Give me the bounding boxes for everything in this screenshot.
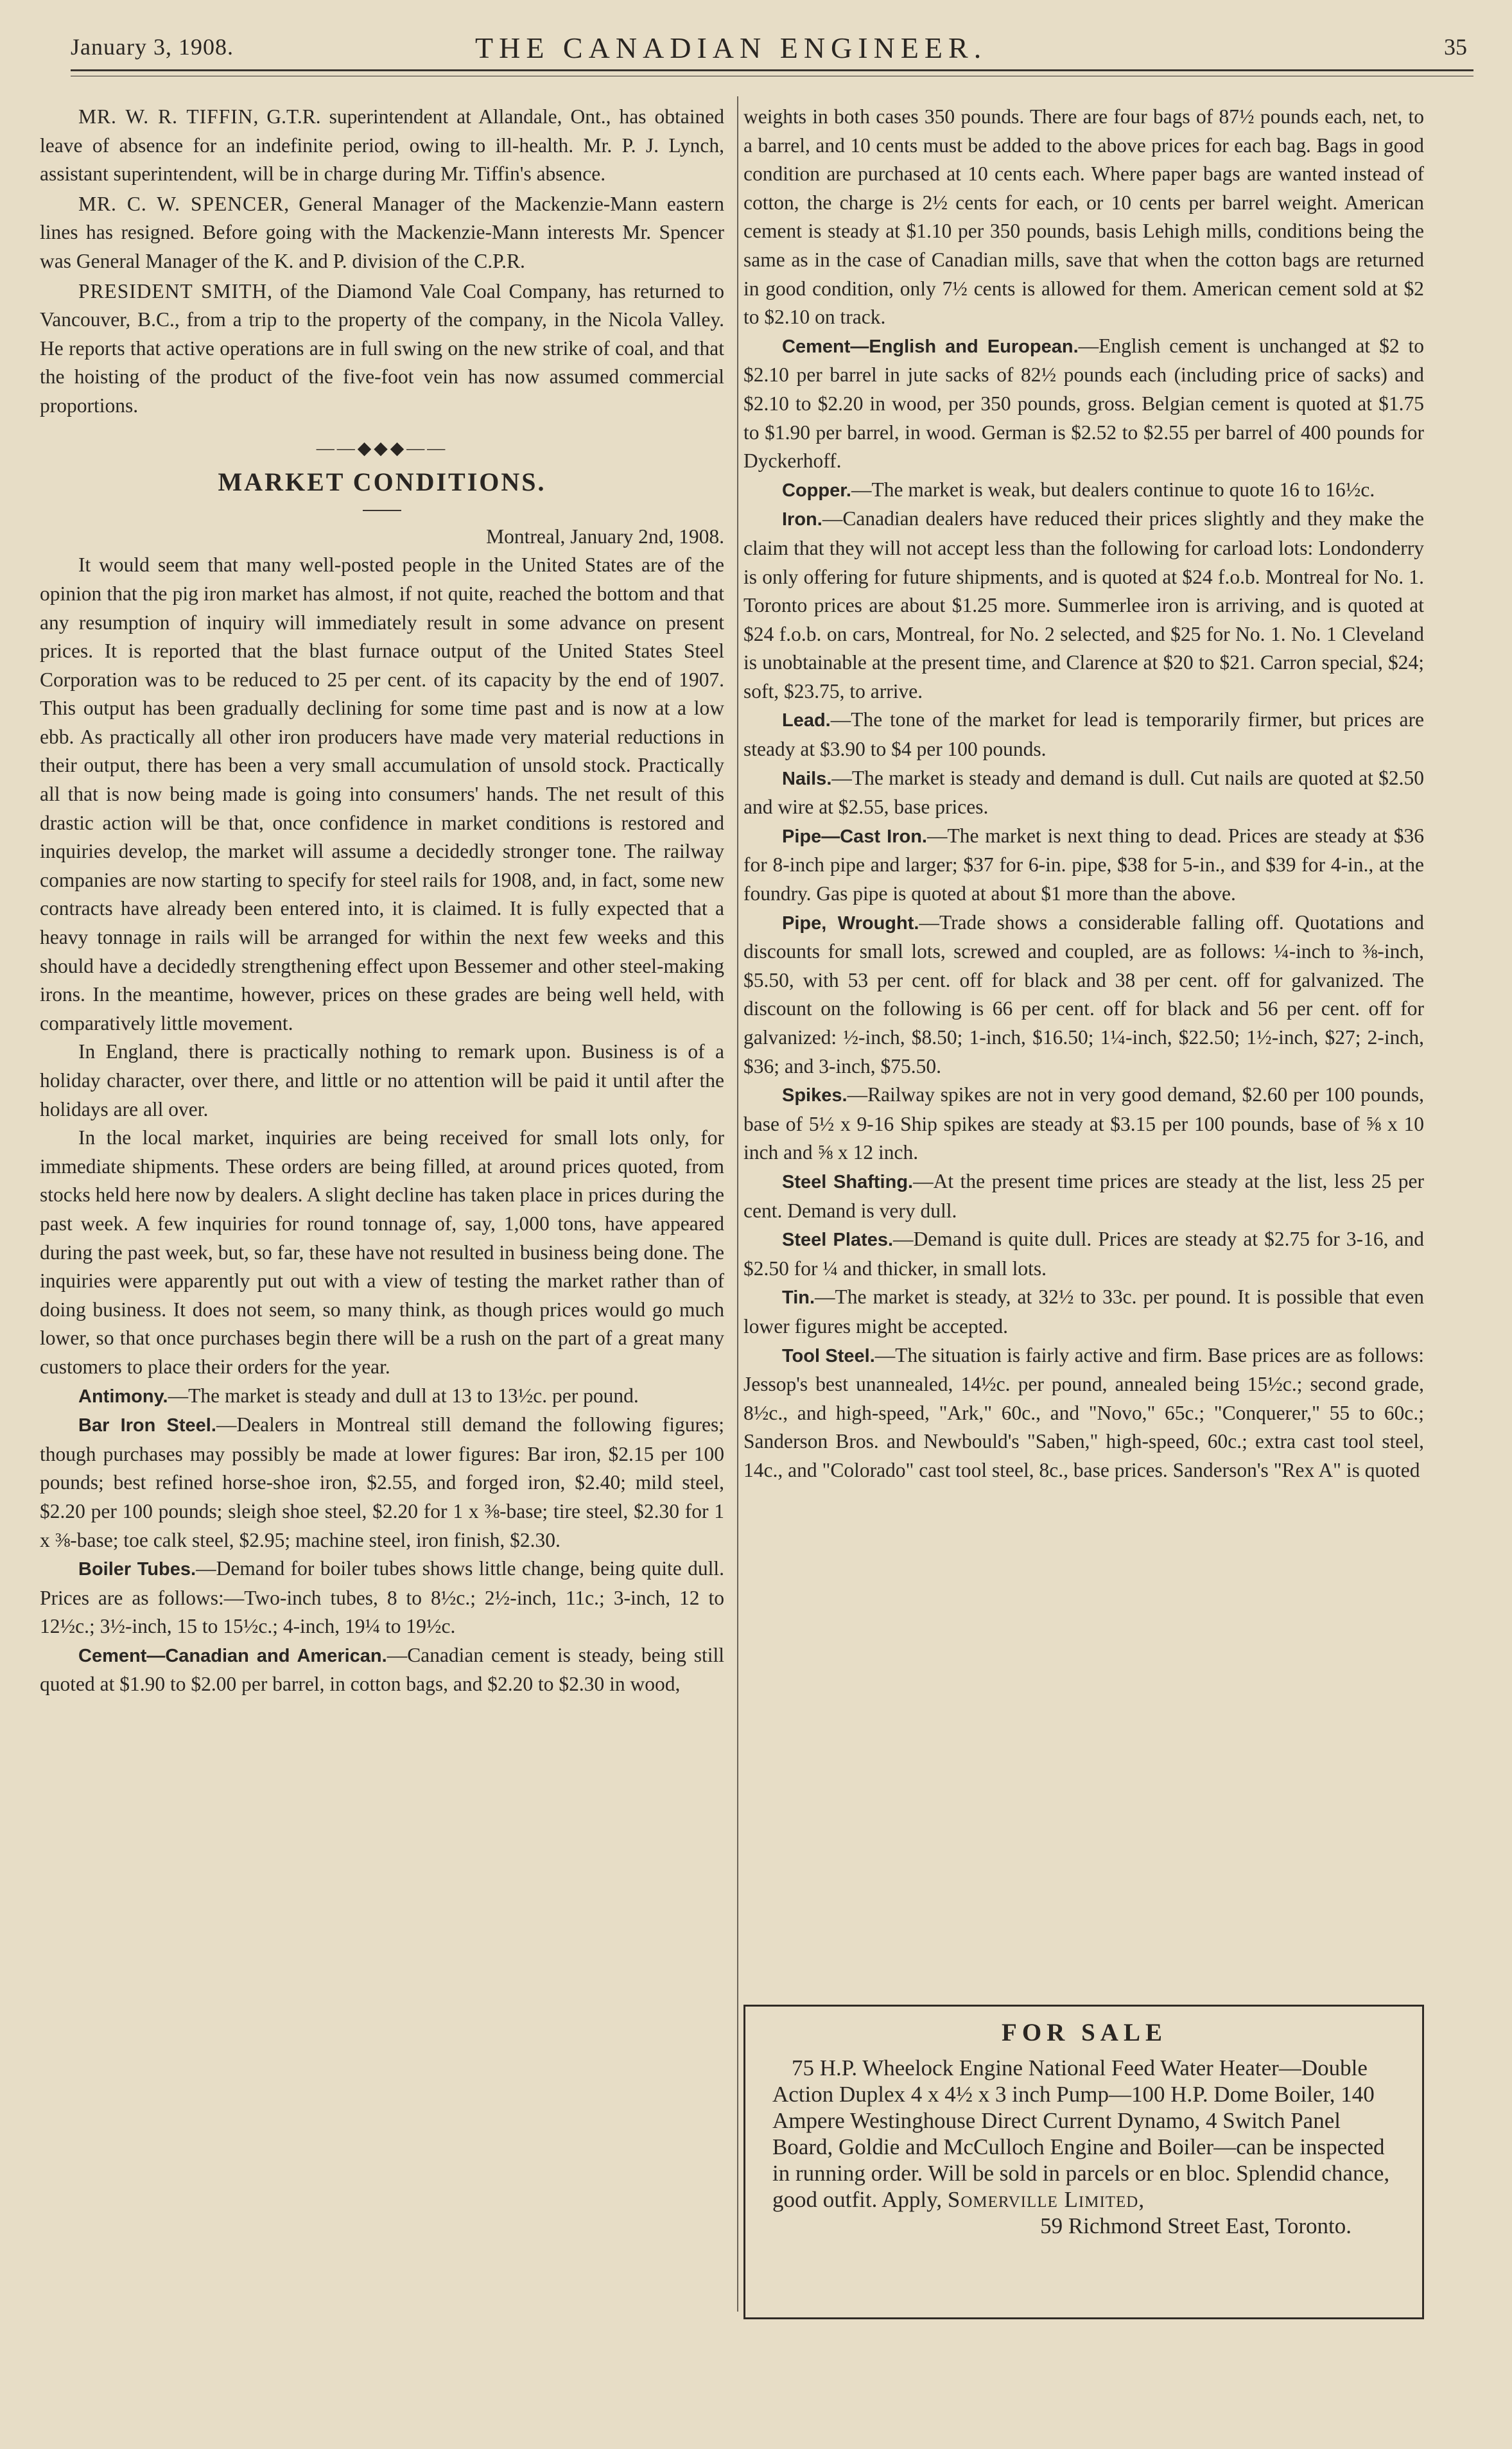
personal-name: PRESIDENT SMITH	[78, 279, 268, 302]
item-label: Steel Shafting.	[782, 1171, 914, 1192]
section-heading: MARKET CONDITIONS.	[218, 467, 546, 497]
item-text: —English cement is unchanged at $2 to $2.10 per barrel in jute sacks of 82½ pounds each (including price of sacks) and $2.10 to $2.20 in wood, per 350 pounds, gross. Belgian cement is quoted at $1.75 to $1.90 per barrel, in wood. German is $2.52 to $2.55 per barrel of 400 pounds for Dyckerhoff.	[743, 334, 1425, 473]
item-label: Boiler Tubes.	[78, 1559, 196, 1580]
item-text: —The market is weak, but dealers continue to quote 16 to 16½c.	[851, 478, 1375, 501]
market-item	[40, 1382, 724, 1411]
market-paragraph: In England, there is practically nothing to remark upon. Business is of a holiday character, over there, and little or no attention will be paid it until after the holidays are all over.	[40, 1040, 724, 1120]
item-label: Cement—English and European.	[782, 336, 1079, 357]
for-sale-title: FOR SALE	[1002, 2019, 1167, 2046]
item-label: Bar Iron Steel.	[78, 1415, 216, 1436]
item-text: —The market is steady and dull at 13 to 13½c. per pound.	[168, 1384, 639, 1407]
personal-text: , General Manager of the Mackenzie-Mann eastern lines has resigned. Before going with the Mackenzie-Mann interests Mr. Spencer was General Manager of the K. and P. division of the C.P.R.	[40, 192, 725, 272]
page-header	[71, 31, 1473, 69]
heading-rule	[363, 510, 401, 511]
market-item	[743, 1081, 1424, 1167]
personal-name: MR. C. W. SPENCER	[78, 192, 284, 215]
right-column	[743, 103, 1424, 1485]
for-sale-company: Somerville Limited,	[947, 2187, 1145, 2212]
item-text: —The tone of the market for lead is temporarily firmer, but prices are steady at $3.90 to $4 per 100 pounds.	[743, 708, 1424, 761]
header-title: THE CANADIAN ENGINEER.	[475, 31, 987, 64]
item-label: Spikes.	[782, 1085, 847, 1106]
for-sale-text: 75 H.P. Wheelock Engine National Feed Water Heater—Double Action Duplex 4 x 4½ x 3 inch Pump—100 H.P. Dome Boiler, 140 Ampere Westinghouse Direct Current Dynamo, 4 Switch Panel Board, Goldie and McCulloch Engine and Boiler—can be inspected in running order. Will be sold in parcels or en bloc. Splendid chance, good outfit. Apply,	[772, 2055, 1390, 2212]
item-label: Lead.	[782, 710, 831, 731]
item-text: —The market is next thing to dead. Prices are steady at $36 for 8-inch pipe and larger; $37 for 6-in. pipe, $38 for 5-in., and $39 for 4-in., at the foundry. Gas pipe is quoted at about $1 more than the above.	[743, 824, 1424, 905]
for-sale-advertisement	[743, 2005, 1424, 2319]
item-text: —Demand is quite dull. Prices are steady at $2.75 for 3-16, and $2.50 for ¼ and thicker, in small lots.	[743, 1228, 1424, 1280]
item-text: —Demand for boiler tubes shows little change, being quite dull. Prices are as follows:—Two-inch tubes, 8 to 8½c.; 2½-inch, 11c.; 3-inch, 12 to 12½c.; 3½-inch, 15 to 15½c.; 4-inch, 19¼ to 19½c.	[40, 1557, 724, 1638]
item-text: —Canadian cement is steady, being still quoted at $1.90 to $2.00 per barrel, in cotton bags, and $2.20 to $2.30 in wood,	[40, 1643, 724, 1696]
item-label: Steel Plates.	[782, 1230, 894, 1251]
header-page-number: 35	[1444, 34, 1467, 60]
item-text: —Railway spikes are not in very good demand, $2.60 per 100 pounds, base of 5½ x 9-16 Ship spikes are steady at $3.15 per 100 pounds, base of ⅝ x 10 inch and ⅝ x 12 inch.	[743, 1083, 1424, 1164]
market-item	[40, 1411, 724, 1555]
for-sale-body	[772, 2055, 1396, 2213]
personal-text: , of the Diamond Vale Coal Company, has returned to Vancouver, B.C., from a trip to the property of the company, in the Nicola Valley. He reports that active operations are in full swing on the new strike of coal, and that the hoisting of the product of the five-foot vein has now assumed commercial proportions.	[40, 279, 725, 417]
market-item	[743, 706, 1424, 763]
item-text: —Trade shows a considerable falling off. Quotations and discounts for small lots, screwed and coupled, are as follows: ¼-inch to ⅜-inch, $5.50, with 53 per cent. off for black and 38 per cent. off for galvanized. The discount on the following is 66 per cent. off for black and 56 per cent. off for galvanized: ½-inch, $8.50; 1-inch, $16.50; 1¼-inch, $22.50; 1½-inch, $27; 2-inch, $36; and 3-inch, $75.50.	[743, 911, 1425, 1077]
personal-name: MR. W. R. TIFFIN	[78, 105, 254, 128]
personal-item	[40, 190, 724, 276]
personal-item	[40, 103, 724, 189]
market-item	[743, 1225, 1424, 1283]
market-item	[743, 764, 1424, 822]
market-item	[743, 332, 1424, 476]
item-text: —The situation is fairly active and firm. Base prices are as follows: Jessop's best unannealed, 14½c. per pound, annealed being 15½c.; second grade, 8½c., and high-speed, "Ark," 60c., and "Novo," 65c.; "Conquerer," 55 to 60c.; Sanderson Bros. and Newbould's "Saben," high-speed, 60c.; extra cast tool steel, 14c., and "Colorado" cast tool steel, 8c., base prices. Sanderson's "Rex A" is quoted	[743, 1343, 1424, 1481]
market-paragraph: In the local market, inquiries are being received for small lots only, for immediate shipments. These orders are being filled, at around prices quoted, from stocks held here now by dealers. A slight decline has taken place in prices during the past week. A few inquiries for round tonnage of, say, 1,000 tons, have appeared during the past week, but, so far, these have not resulted in business being done. The inquiries were apparently put out with a view of testing the market rather than of doing business. It does not seem, so many think, as though prices would go much lower, so that once purchases begin there will be a rush on the part of a great many customers to place their orders for the year.	[40, 1126, 724, 1378]
market-item	[40, 1641, 724, 1699]
item-label: Pipe, Wrought.	[782, 912, 919, 934]
item-text: —The market is steady and demand is dull. Cut nails are quoted at $2.50 and wire at $2.55, base prices.	[743, 766, 1424, 819]
item-label: Pipe—Cast Iron.	[782, 826, 927, 847]
header-rule	[71, 69, 1473, 71]
item-label: Nails.	[782, 768, 832, 789]
market-item	[743, 822, 1424, 909]
market-paragraph: It would seem that many well-posted people in the United States are of the opinion that the pig iron market has almost, if not quite, reached the bottom and that any resumption of inquiry will immediately result in some advance on present prices. It is reported that the blast furnace output of the United States Steel Corporation was to be reduced to 25 per cent. of its capacity by the end of 1907. This output has been gradually declining for some time past and is now at a low ebb. As practically all other iron producers have made very material reductions in their output, there has been a very small accumulation of unsold stock. Practically all that is now being made is going into consumers' hands. The net result of this drastic action will be that, once confidence in market conditions is restored and inquiries develop, the market will assume a decidedly stronger tone. The railway companies are now starting to specify for steel rails for 1908, and, in fact, some new contracts have already been entered into, it is claimed. It is fully expected that a heavy tonnage in rails will be arranged for within the next few weeks and this should have a decidedly strengthening effect upon Bessemer and other steel-making irons. In the meantime, however, prices on these grades are being well held, with comparatively little movement.	[40, 553, 724, 1034]
market-item	[743, 1341, 1424, 1485]
item-text: —Dealers in Montreal still demand the following figures; though purchases may possibly be made at lower figures: Bar iron, $2.15 per 100 pounds; best refined horse-shoe iron, $2.55, and forged iron, $2.40; mild steel, $2.20 per 100 pounds; sleigh shoe steel, $2.20 for 1 x ⅜-base; tire steel, $2.30 for 1 x ⅜-base; toe calk steel, $2.95; machine steel, iron finish, $2.30.	[40, 1413, 724, 1551]
market-continuation: weights in both cases 350 pounds. There are four bags of 87½ pounds each, net, to a barrel, and 10 cents must be added to the above prices for each bag. Bags in good condition are purchased at 10 cents each. Where paper bags are wanted instead of cotton, the charge is 2½ cents for each, or 10 cents per barrel weight. American cement is steady at $1.10 per 350 pounds, basis Lehigh mills, conditions being the same as in the case of Canadian mills, save that when the cotton bags are returned in good condition, only 7½ cents is allowed for them. American cement sold at $2 to $2.10 on track.	[743, 105, 1424, 329]
market-item	[743, 1283, 1424, 1341]
personal-item	[40, 277, 724, 421]
item-text: —Canadian dealers have reduced their prices slightly and they make the claim that they will not accept less than the following for carload lots: Londonderry is only offering for future shipments, and is quoted at $24 f.o.b. Montreal for No. 1. Toronto prices are about $1.25 more. Summerlee iron is arriving, and is quoted at $24 f.o.b. on cars, Montreal, for No. 2 selected, and $25 for No. 1. No. 1 Cleveland is unobtainable at the present time, and Clarence at $20 to $21. Carron special, $24; soft, $23.75, to arrive.	[743, 507, 1424, 702]
column-divider	[737, 96, 738, 2312]
header-date: January 3, 1908.	[71, 34, 234, 60]
market-item	[743, 505, 1424, 706]
section-ornament: ——◆◆◆——	[316, 438, 448, 458]
item-label: Iron.	[782, 509, 822, 530]
market-item	[743, 909, 1424, 1081]
market-item	[743, 476, 1424, 505]
left-column	[40, 103, 724, 1699]
item-label: Tool Steel.	[782, 1345, 875, 1366]
personal-text: , G.T.R. superintendent at Allandale, Ont., has obtained leave of absence for an indefinite period, owing to ill-health. Mr. P. J. Lynch, assistant superintendent, will be in charge during Mr. Tiffin's absence.	[40, 105, 724, 186]
item-label: Tin.	[782, 1287, 815, 1309]
market-item	[743, 1167, 1424, 1225]
item-text: —The market is steady, at 32½ to 33c. per pound. It is possible that even lower figures might be accepted.	[743, 1286, 1424, 1338]
item-text: —At the present time prices are steady at the list, less 25 per cent. Demand is very dull.	[743, 1169, 1424, 1222]
item-label: Copper.	[782, 480, 851, 501]
for-sale-address: 59 Richmond Street East, Toronto.	[1040, 2213, 1351, 2238]
market-item	[40, 1555, 724, 1641]
item-label: Cement—Canadian and American.	[78, 1645, 387, 1666]
dateline: Montreal, January 2nd, 1908.	[486, 525, 724, 548]
item-label: Antimony.	[78, 1386, 168, 1407]
